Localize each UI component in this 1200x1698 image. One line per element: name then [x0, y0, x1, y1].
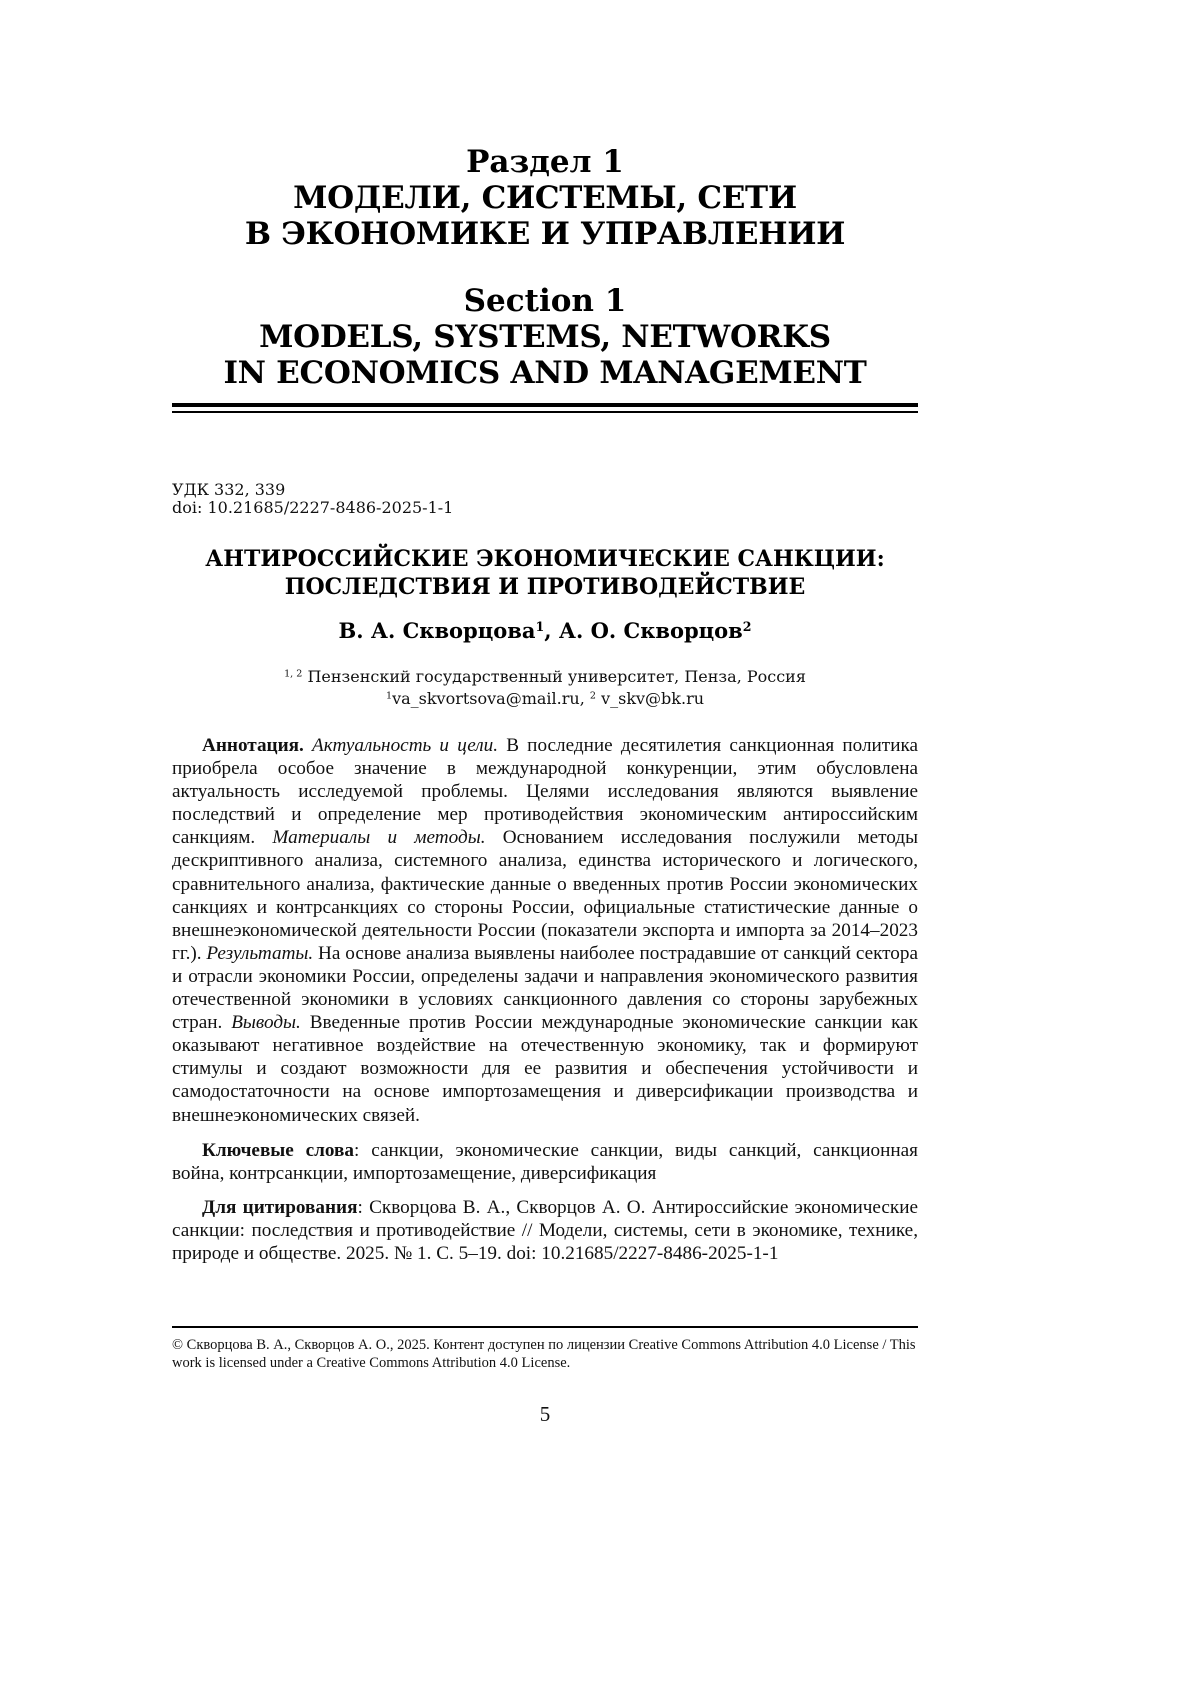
article-title-line1: АНТИРОССИЙСКИЕ ЭКОНОМИЧЕСКИЕ САНКЦИИ: — [205, 546, 885, 572]
email-separator: , — [579, 689, 590, 708]
section-title-ru-line1: МОДЕЛИ, СИСТЕМЫ, СЕТИ — [293, 180, 797, 216]
abstract-conclusions-label: Выводы. — [231, 1012, 301, 1034]
article-title-line2: ПОСЛЕДСТВИЯ И ПРОТИВОДЕЙСТВИЕ — [284, 574, 806, 600]
page-number: 5 — [539, 1402, 551, 1426]
section-title-ru-line2: В ЭКОНОМИКЕ И УПРАВЛЕНИИ — [244, 216, 846, 252]
footnote-divider — [172, 1326, 918, 1328]
author-list — [172, 618, 918, 644]
abstract-methods-text: Основанием исследования послужили методы дескриптивного анализа, системного анализа, единства исторического и логического, сравнительного анализа, фактические данные о введенных против России экономических санкциях и контрсанкциях со стороны России, официальные статистические данные о внешнеэкономической деятельности России (показатели экспорта и импорта за 2014–2023 гг.). — [172, 827, 918, 964]
abstract-relevance-text: В последние десятилетия санкционная политика приобрела особое значение в международной конкуренции, этим обусловлена актуальность исследуемой проблемы. Целями исследования являются выявление последствий и определение мер противодействия экономическим антироссийским санкциям. — [172, 735, 919, 849]
article-title — [172, 545, 918, 601]
author-affiliation-mark: 2 — [742, 619, 752, 635]
author-name: А. О. Скворцов — [558, 618, 743, 643]
email-line — [172, 688, 918, 710]
citation-label: Для цитирования — [202, 1197, 358, 1218]
section-title-en-line2: IN ECONOMICS AND MANAGEMENT — [223, 355, 867, 391]
keywords-label: Ключевые слова — [202, 1140, 355, 1161]
section-divider-thin — [172, 411, 918, 413]
email-mark: 2 — [589, 690, 596, 702]
affiliation-line — [172, 666, 918, 688]
section-title-en-line1: MODELS, SYSTEMS, NETWORKS — [259, 319, 831, 355]
abstract-conclusions-text: Введенные против России международные экономические санкции как оказывают негативное воздействие на отечественную экономику, так и формируют стимулы и создают возможности для ее развития и обеспечения устойчивости и самодостаточности на основе импортозамещения и диверсификации производства и внешнеэкономических связей. — [172, 1012, 919, 1126]
affiliation-text: Пензенский государственный университет, Пенза, Россия — [302, 667, 806, 686]
email-link[interactable]: v_skv@bk.ru — [595, 689, 705, 708]
author-name: В. А. Скворцова — [338, 618, 536, 643]
abstract-methods-label: Материалы и методы. — [272, 827, 486, 849]
abstract-results-text: На основе анализа выявлены наиболее пострадавшие от санкций сектора и отрасли экономики России, определены задачи и направления экономического развития отечественной экономики в условиях санкционного давления со стороны зарубежных стран. — [172, 942, 918, 1034]
section-heading-en — [172, 283, 918, 391]
abstract-label: Аннотация. — [202, 735, 304, 756]
keywords — [172, 1139, 918, 1185]
keywords-text: : санкции, экономические санкции, виды санкций, санкционная война, контрсанкции, импортозамещение, диверсификация — [172, 1140, 918, 1185]
abstract-relevance-label: Актуальность и цели. — [312, 735, 499, 756]
section-divider-thick — [172, 403, 918, 407]
affiliation-block — [172, 666, 918, 710]
article-meta — [172, 481, 672, 517]
section-heading-ru — [172, 144, 918, 252]
doi: doi: 10.21685/2227-8486-2025-1-1 — [172, 498, 454, 517]
section-label-en: Section 1 — [463, 283, 627, 319]
section-label-ru: Раздел 1 — [466, 144, 624, 180]
author-affiliation-mark: 1 — [535, 619, 545, 635]
citation — [172, 1196, 918, 1265]
license-note: © Скворцова В. А., Скворцов А. О., 2025. Контент доступен по лицензии Creative Commons Attribution 4.0 License / This work is licensed under a Creative Commons Attribution 4.0 License. — [172, 1337, 916, 1371]
udk-code: УДК 332, 339 — [172, 480, 286, 499]
abstract-results-label: Результаты. — [206, 942, 314, 964]
email-link[interactable]: va_skvortsova@mail.ru — [392, 689, 580, 708]
author-separator: , — [544, 618, 559, 643]
citation-text: : Скворцова В. А., Скворцов А. О. Антироссийские экономические санкции: последствия и противодействие // Модели, системы, сети в экономике, технике, природе и обществе. 2025. № 1. С. 5–19. doi: 10.21685/2227-8486-2025-1-1 — [172, 1197, 919, 1265]
abstract — [172, 734, 918, 1127]
email-mark: 1 — [385, 690, 393, 702]
affiliation-mark: 1, 2 — [284, 668, 303, 680]
